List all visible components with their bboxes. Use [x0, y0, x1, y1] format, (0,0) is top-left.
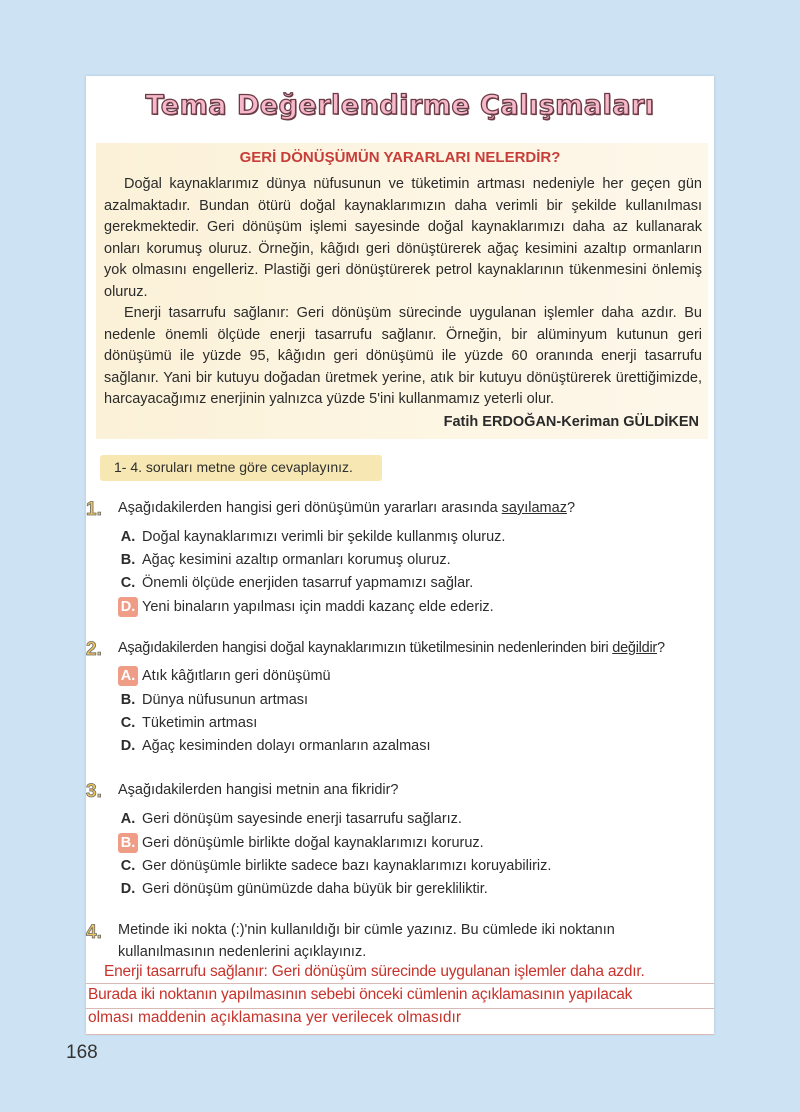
page-title: Tema Değerlendirme Çalışmaları [145, 90, 655, 121]
option-1b[interactable]: B. Ağaç kesimini azaltıp ormanları korumuş oluruz. [120, 552, 451, 568]
question-number-4: 4. [86, 922, 102, 943]
option-1c[interactable]: C. Önemli ölçüde enerjiden tasarruf yapmamızı sağlar. [120, 575, 474, 591]
answer-mark-2: A. [118, 666, 138, 686]
reading-heading: GERİ DÖNÜŞÜMÜN YARARLARI NELERDİR? [239, 149, 561, 166]
option-1a[interactable]: A. Doğal kaynaklarımızı verimli bir şekilde kullanmış oluruz. [120, 529, 506, 545]
reading-paragraph-2: Enerji tasarrufu sağlanır: Geri dönüşüm sürecinde uygulanan işlemler daha azdır. Bu nedenle önemli ölçüde enerji tasarrufu sağlanır. Örneğin, bir alüminyum kutunun geri dönüşümü ile yüzde 95, kâğıdın geri dönüşümü ile yüzde 60 oranında enerji tasarrufu sağlanır. Yani bir kutuyu doğadan üretmek yerine, atık bir kutuyu dönüştürerek ürettiğimizde, harcayacağımız enerjinin yalnızca yüzde 5'ini kullanmamız yeterli olur. [104, 305, 702, 407]
question-number-2: 2. [86, 639, 102, 660]
handwritten-answer-line-3: olması maddenin açıklamasına yer verilecek olmasıdır [88, 1009, 462, 1026]
handwritten-answer-line-1: Enerji tasarrufu sağlanır: Geri dönüşüm sürecinde uygulanan işlemler daha azdır. [104, 963, 645, 980]
option-3d[interactable]: D. Geri dönüşüm günümüzde daha büyük bir gerekliliktir. [120, 881, 488, 897]
question-text-4-line-2: kullanılmasının nedenlerini açıklayınız. [118, 944, 367, 960]
answer-mark-3: B. [118, 833, 138, 853]
answer-line-1 [86, 983, 714, 984]
page-number: 168 [66, 1042, 98, 1063]
option-3b[interactable]: B. Geri dönüşümle birlikte doğal kaynaklarımızı koruruz. [118, 833, 484, 853]
question-text-2: Aşağıdakilerden hangisi doğal kaynaklarımızın tüketilmesinin nedenlerinden biri değildir? [118, 640, 665, 656]
question-text-3: Aşağıdakilerden hangisi metnin ana fikridir? [118, 782, 399, 798]
reading-paragraph-1: Doğal kaynaklarımız dünya nüfusunun ve tüketimin artması nedeniyle her geçen gün azalmaktadır. Bundan ötürü doğal kaynaklarımızın daha verimli bir şekilde kullanılması gerekmektedir. Geri dönüşüm işlemi sayesinde doğal kaynaklarımızı daha az kullanarak onları korumuş oluruz. Örneğin, kâğıdı geri dönüştürerek ağaç kesimini azaltıp ormanların yok olmasını engelleriz. Plastiği geri dönüştürerek petrol kaynaklarının tükenmesini önlemiş oluruz. [104, 176, 702, 300]
option-2a[interactable]: A. Atık kâğıtların geri dönüşümü [118, 666, 331, 686]
question-number-1: 1. [86, 499, 102, 520]
answer-line-3 [86, 1034, 714, 1035]
reading-author: Fatih ERDOĞAN-Keriman GÜLDİKEN [443, 414, 699, 430]
handwritten-answer-line-2: Burada iki noktanın yapılmasının sebebi önceki cümlenin açıklamasının yapılacak [88, 986, 633, 1003]
option-3a[interactable]: A. Geri dönüşüm sayesinde enerji tasarrufu sağlarız. [120, 811, 462, 827]
question-text-1: Aşağıdakilerden hangisi geri dönüşümün yararları arasında sayılamaz? [118, 500, 576, 516]
option-2b[interactable]: B. Dünya nüfusunun artması [120, 692, 309, 708]
option-2c[interactable]: C. Tüketimin artması [120, 715, 258, 731]
question-number-3: 3. [86, 781, 102, 802]
option-2d[interactable]: D. Ağaç kesiminden dolayı ormanların azalması [120, 738, 431, 754]
option-1d[interactable]: D. Yeni binaların yapılması için maddi kazanç elde ederiz. [118, 597, 494, 617]
option-3c[interactable]: C. Ger dönüşümle birlikte sadece bazı kaynaklarımızı koruyabiliriz. [120, 858, 552, 874]
instruction-box [100, 455, 382, 481]
instruction-text: 1- 4. soruları metne göre cevaplayınız. [114, 459, 353, 475]
answer-mark-1: D. [118, 597, 138, 617]
question-text-4-line-1: Metinde iki nokta (:)'nin kullanıldığı bir cümle yazınız. Bu cümlede iki noktanın [118, 922, 615, 938]
